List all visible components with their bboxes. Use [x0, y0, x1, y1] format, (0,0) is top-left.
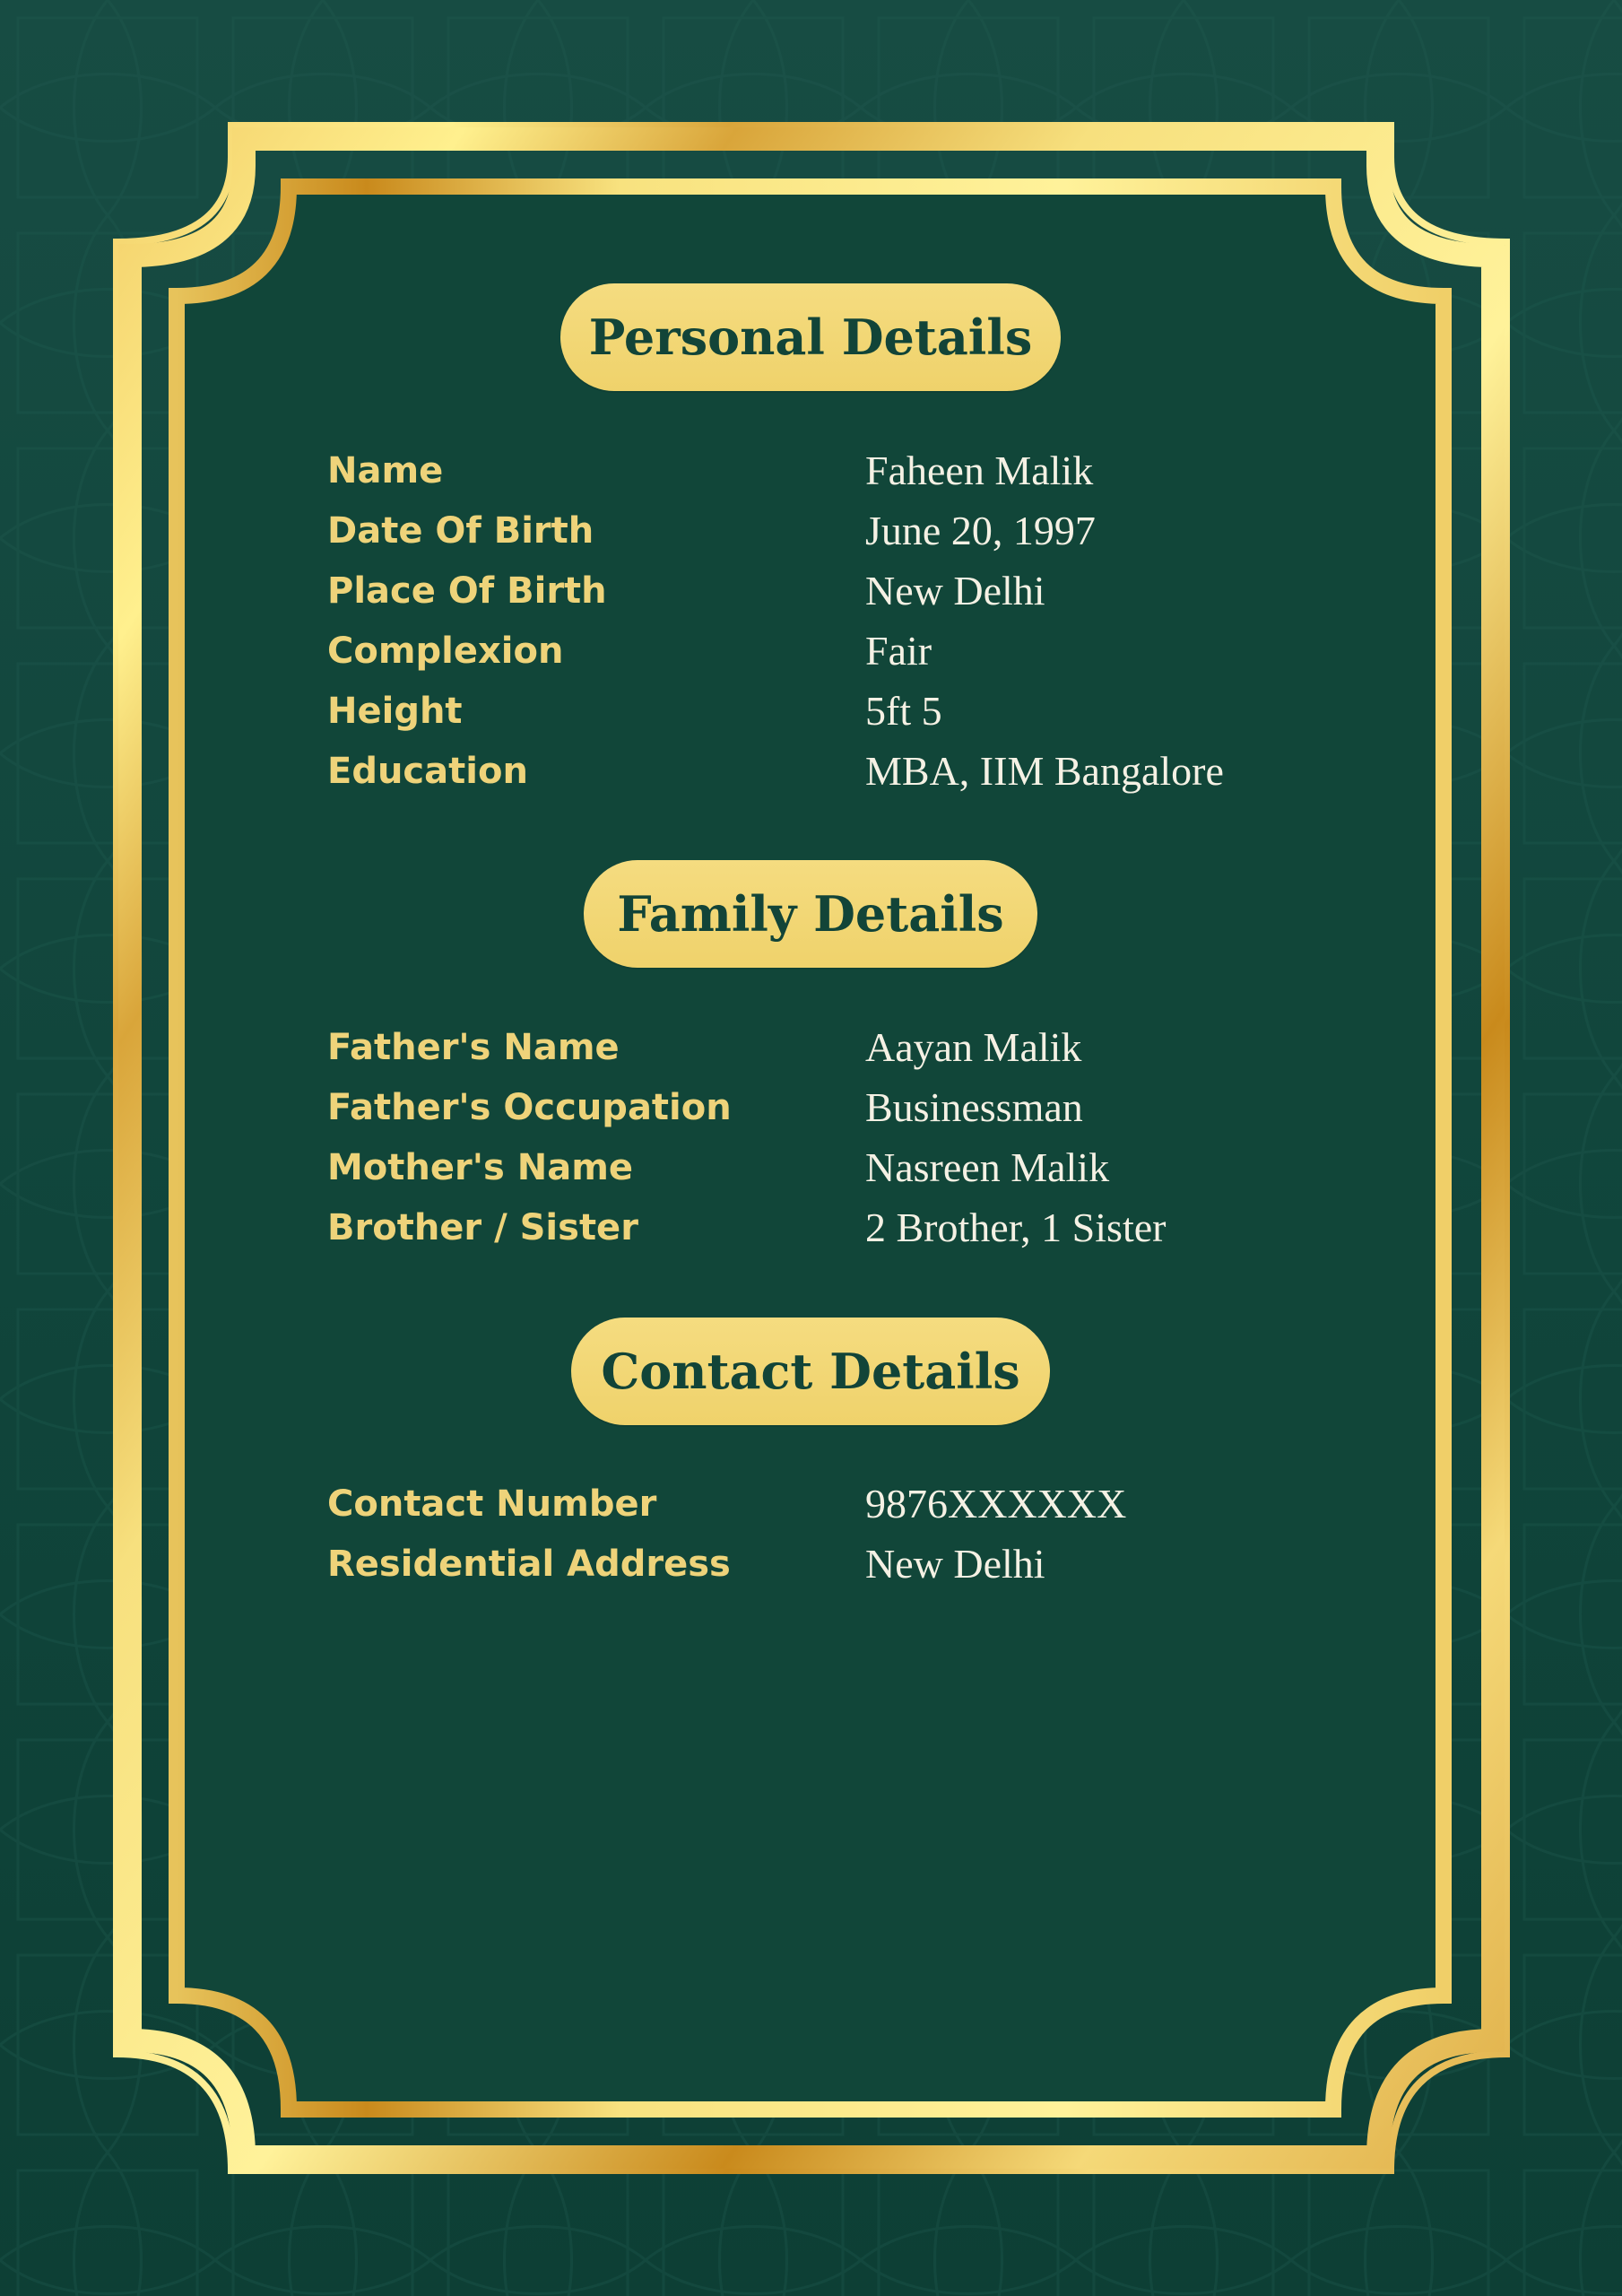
detail-row-fathers-occupation [327, 1081, 1331, 1135]
detail-row-height [327, 684, 1331, 738]
detail-value: June 20, 1997 [865, 508, 1096, 553]
detail-label: Residential Address [327, 1544, 731, 1585]
detail-row-residential-address [327, 1537, 1331, 1591]
detail-value: 2 Brother, 1 Sister [865, 1205, 1167, 1250]
detail-row-date-of-birth [327, 504, 1331, 558]
personal-details-heading: Personal Details [560, 283, 1061, 391]
detail-value: 5ft 5 [865, 688, 942, 734]
detail-label: Date Of Birth [327, 510, 594, 552]
detail-value: Faheen Malik [865, 448, 1094, 493]
detail-value: New Delhi [865, 1541, 1045, 1587]
detail-row-fathers-name [327, 1021, 1331, 1074]
detail-row-education [327, 744, 1331, 798]
detail-value: Fair [865, 628, 932, 674]
detail-row-siblings [327, 1201, 1331, 1255]
detail-label: Father's Occupation [327, 1087, 732, 1128]
detail-value: 9876XXXXXX [865, 1481, 1127, 1526]
detail-label: Education [327, 751, 528, 792]
detail-value: MBA, IIM Bangalore [865, 748, 1224, 794]
contact-details-heading: Contact Details [571, 1318, 1050, 1425]
detail-value: Nasreen Malik [865, 1144, 1110, 1190]
detail-row-complexion [327, 624, 1331, 678]
detail-label: Place Of Birth [327, 570, 607, 612]
detail-row-name [327, 444, 1331, 498]
detail-label: Brother / Sister [327, 1207, 638, 1248]
detail-label: Height [327, 691, 463, 732]
detail-label: Contact Number [327, 1483, 657, 1525]
detail-label: Father's Name [327, 1027, 620, 1068]
detail-row-mothers-name [327, 1141, 1331, 1195]
detail-value: Aayan Malik [865, 1024, 1082, 1070]
detail-label: Complexion [327, 631, 564, 672]
detail-value: Businessman [865, 1084, 1083, 1130]
detail-row-contact-number [327, 1477, 1331, 1531]
family-details-heading: Family Details [584, 860, 1037, 968]
detail-value: New Delhi [865, 568, 1045, 613]
detail-label: Mother's Name [327, 1147, 633, 1188]
detail-label: Name [327, 450, 444, 491]
detail-row-place-of-birth [327, 564, 1331, 618]
